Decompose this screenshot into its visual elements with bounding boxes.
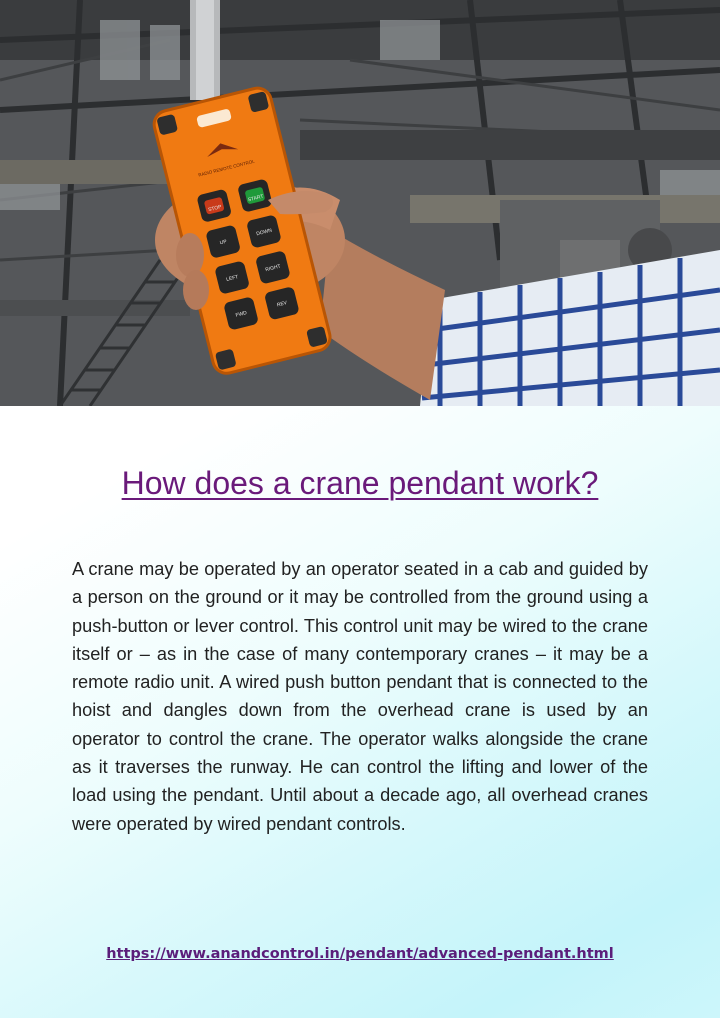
pendant-button-label: START <box>247 193 265 204</box>
pendant-button-label: RIGHT <box>264 263 282 274</box>
article-body: A crane may be operated by an operator seated in a cab and guided by a person on the ground or it may be controlled from the ground using a push-button or lever control. This control unit may be wired to the crane itself or – as in the case of many contemporary cranes – it may be a remote radio unit. A wired push button pendant that is connected to the hoist and dangles down from the overhead crane is used by an operator to control the crane. The operator walks alongside the crane as it traverses the runway. He can control the lifting and lower of the load using the pendant. Until about a decade ago, all overhead cranes were operated by wired pendant controls. <box>72 559 648 834</box>
factory-scene <box>0 0 720 406</box>
page-title: How does a crane pendant work? <box>121 465 599 501</box>
pendant-button-label: FWD <box>235 310 248 319</box>
hero-image <box>0 0 720 406</box>
pendant-button-label: LEFT <box>225 274 240 283</box>
pendant-button-label: UP <box>219 238 228 247</box>
source-link[interactable]: https://www.anandcontrol.in/pendant/advanced-pendant.html <box>106 946 614 962</box>
pendant-button-label: REV <box>276 300 288 309</box>
pendant-button-label: STOP <box>207 204 223 214</box>
pendant-button-label: DOWN <box>255 227 273 238</box>
pendant-brand: RADIO REMOTE CONTROL <box>197 158 256 178</box>
